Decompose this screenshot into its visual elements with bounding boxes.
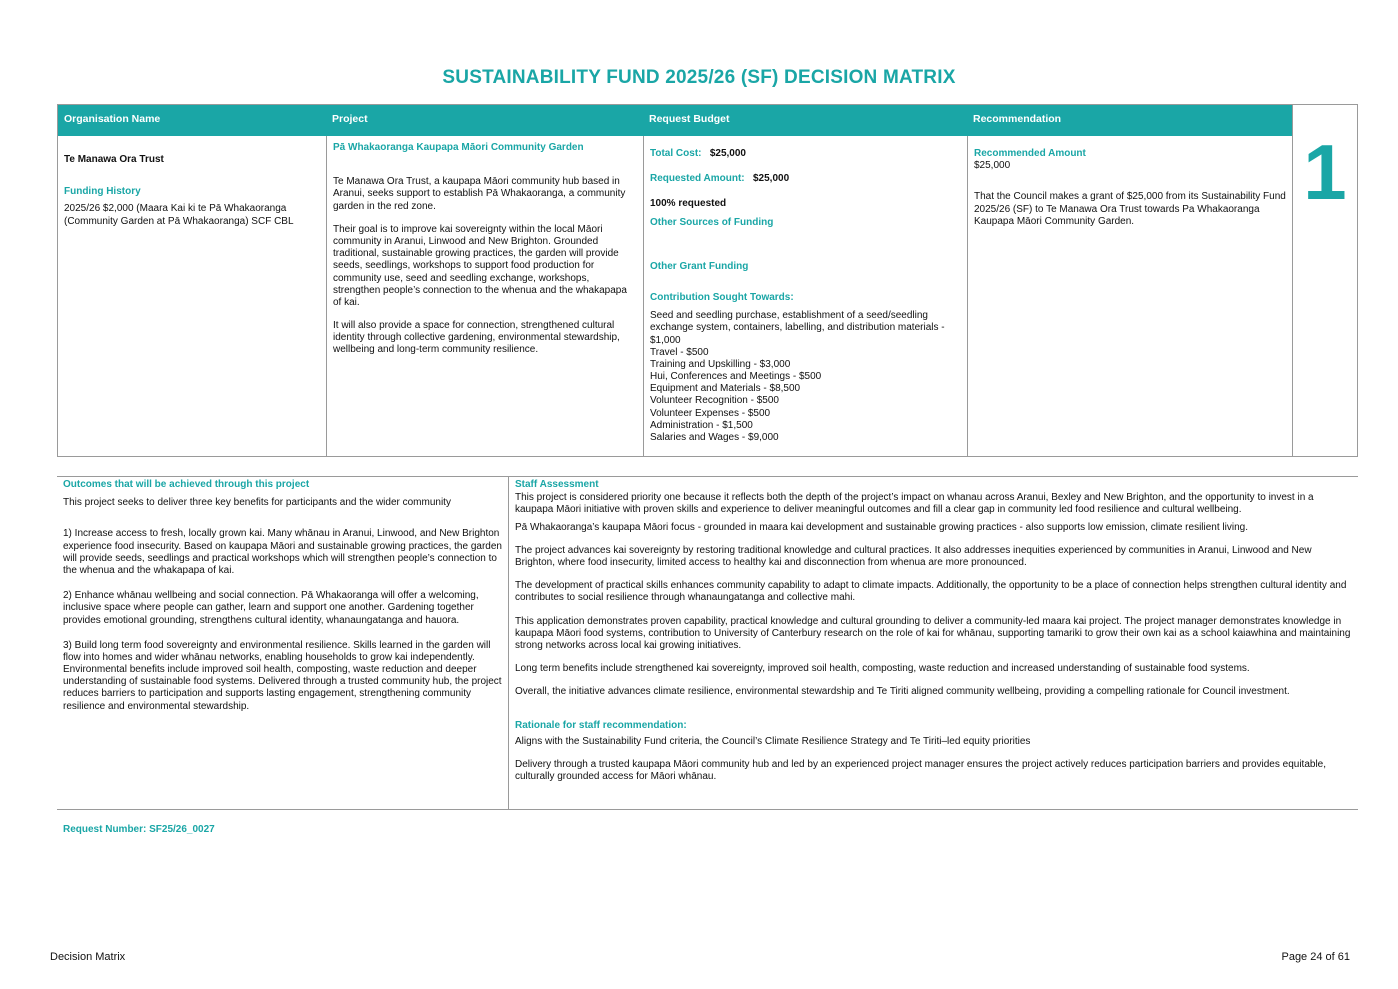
outcome-item: 1) Increase access to fresh, locally grown kai. Many whānau in Aranui, Linwood, and New Brighton experience food insecurity. Based on kaupapa Māori and sustainable growing practices, the garden will provide seeds, seedlings and practical workshops which will strengthen people’s connection to the whenua and the whakapapa of kai.	[63, 528, 502, 576]
recommended-amount: $25,000	[974, 160, 1011, 172]
header-budget: Request Budget	[643, 105, 967, 136]
header-recommendation: Recommendation	[967, 105, 1292, 136]
total-cost-label: Total Cost:	[650, 148, 702, 159]
contribution-item: Hui, Conferences and Meetings - $500	[650, 371, 822, 383]
outcome-item: 2) Enhance whānau wellbeing and social connection. Pā Whakaoranga will offer a welcoming, inclusive space where people can gather, learn and support one another. Gardening together provides emotional grounding, strengthens cultural identity, whanaungatanga and hauora.	[63, 590, 479, 626]
contribution-list	[650, 310, 961, 444]
organisation-name: Te Manawa Ora Trust	[64, 154, 164, 165]
recommendation-cell	[967, 136, 1292, 456]
contribution-item: Volunteer Recognition - $500	[650, 395, 779, 407]
project-name: Pā Whakaoranga Kaupapa Māori Community Garden	[333, 142, 584, 153]
rationale-item: Aligns with the Sustainability Fund criteria, the Council’s Climate Resilience Strategy and Te Tiriti–led equity priorities	[515, 735, 1031, 747]
header-project: Project	[326, 105, 643, 136]
recommendation-text: That the Council makes a grant of $25,000 from its Sustainability Fund 2025/26 (SF) to Te Manawa Ora Trust towards Pa Whakaoranga Kaupapa Māori Community Garden.	[974, 191, 1286, 227]
staff-paragraph: Pā Whakaoranga’s kaupapa Māori focus - grounded in maara kai development and sustainable growing practices - also supports low emission, climate resilient living.	[515, 521, 1248, 533]
project-paragraph: Their goal is to improve kai sovereignty within the local Māori community in Aranui, Linwood and New Brighton. Grounded traditional, sustainable growing practices, the garden will provide seeds, seedlings, workshops to support food production for community use, seed and seedling exchange, workshops, strengthen people’s connection to the whenua and the whakapapa of kai.	[333, 223, 627, 308]
footer-page-number: Page 24 of 61	[1281, 951, 1350, 963]
percent-requested: 100% requested	[650, 198, 727, 210]
contribution-item: Salaries and Wages - $9,000	[650, 432, 779, 443]
contribution-item: Seed and seedling purchase, establishment of a seed/seedling exchange system, containers, labelling, and distribution materials - $1,000	[650, 310, 945, 346]
budget-cell	[643, 136, 967, 456]
project-paragraph: Te Manawa Ora Trust, a kaupapa Māori community hub based in Aranui, seeks support to establish Pā Whakaoranga, a community garden in the red zone.	[333, 176, 626, 212]
staff-paragraph: This project is considered priority one because it reflects both the depth of the project’s impact on whanau across Aranui, Bexley and New Brighton, and the opportunity to invest in a kaupapa Māori initiative with proven skills and experience to deliver meaningful outcomes and fill a clear gap in community led food resilience and cultural wellbeing.	[515, 492, 1314, 516]
header-organisation: Organisation Name	[58, 105, 326, 136]
outcomes-intro: This project seeks to deliver three key benefits for participants and the wider community	[63, 497, 451, 509]
funding-history: 2025/26 $2,000 (Maara Kai ki te Pā Whakaoranga (Community Garden at Pā Whakaoranga) SCF CBL	[64, 203, 294, 227]
requested-amount-value: $25,000	[752, 173, 790, 185]
project-paragraph: It will also provide a space for connection, strengthened cultural identity through collective gardening, environmental stewardship, wellbeing and long-term community resilience.	[333, 320, 620, 356]
staff-paragraph: Overall, the initiative advances climate resilience, environmental stewardship and Te Tiriti aligned community wellbeing, providing a compelling rationale for Council investment.	[515, 686, 1290, 698]
outcomes-label: Outcomes that will be achieved through this project	[63, 479, 310, 490]
staff-paragraph: The project advances kai sovereignty by restoring traditional knowledge and cultural practices. It also addresses inequities experienced by communities in Aranui, Linwood and New Brighton, where food insecurity, limited access to healthy kai and disconnection from whenua are more pronounced.	[515, 544, 1312, 568]
contribution-item: Volunteer Expenses - $500	[650, 407, 771, 419]
staff-paragraph: This application demonstrates proven capability, practical knowledge and cultural grounding to deliver a community-led maara kai project. The project manager demonstrates knowledge in kaupapa Māori food systems, contribution to University of Canterbury research on the role of kai for whānau, supporting tamariki to grow their own kai as a school kaiawhina and maintaining strong networks across local kai growing initiatives.	[515, 615, 1351, 651]
total-cost-value: $25,000	[709, 148, 746, 159]
assessment-section	[57, 476, 1358, 810]
staff-assessment-panel	[508, 477, 1358, 809]
contribution-item: Administration - $1,500	[650, 419, 753, 431]
other-sources-label: Other Sources of Funding	[650, 216, 774, 228]
priority-rank: 1	[1303, 128, 1347, 216]
requested-amount-label: Requested Amount:	[650, 173, 745, 185]
contribution-item: Training and Upskilling - $3,000	[650, 358, 791, 370]
staff-paragraph: The development of practical skills enhances community capability to adapt to climate impacts. Additionally, the opportunity to be a place of connection helps strengthen cultural identity and contributes to social resilience through whanaungatanga and collective mahi.	[515, 580, 1347, 604]
recommended-amount-label: Recommended Amount	[974, 148, 1086, 159]
rationale-label: Rationale for staff recommendation:	[515, 720, 687, 732]
outcome-item: 3) Build long term food sovereignty and environmental resilience. Skills learned in the garden will flow into homes and wider whānau networks, enabling households to grow kai independently. Environmental benefits include improved soil health, composting, waste reduction and deeper understanding of sustainable food systems. Delivered through a trusted community hub, the project reduces barriers to participation and supports lasting engagement, strengthening community resilience and environmental stewardship.	[63, 639, 502, 712]
funding-history-label: Funding History	[64, 186, 141, 198]
request-number: Request Number: SF25/26_0027	[63, 824, 215, 835]
other-grant-label: Other Grant Funding	[650, 260, 749, 272]
contribution-label: Contribution Sought Towards:	[650, 291, 794, 303]
contribution-item: Travel - $500	[650, 346, 709, 358]
outcomes-panel	[57, 477, 508, 809]
decision-matrix-table	[57, 104, 1358, 457]
rationale-item: Delivery through a trusted kaupapa Māori community hub and led by an experienced project manager ensures the project actively reduces participation barriers and provides equitable, culturally grounded access for Māori whānau.	[515, 758, 1327, 782]
organisation-cell	[58, 136, 326, 456]
page-title: SUSTAINABILITY FUND 2025/26 (SF) DECISION MATRIX	[442, 67, 956, 88]
staff-paragraph: Long term benefits include strengthened kai sovereignty, improved soil health, composting, waste reduction and increased understanding of sustainable food systems.	[515, 663, 1250, 675]
footer-document-title: Decision Matrix	[50, 951, 126, 963]
project-cell	[326, 136, 643, 456]
staff-assessment-label: Staff Assessment	[515, 479, 599, 490]
contribution-item: Equipment and Materials - $8,500	[650, 383, 801, 395]
